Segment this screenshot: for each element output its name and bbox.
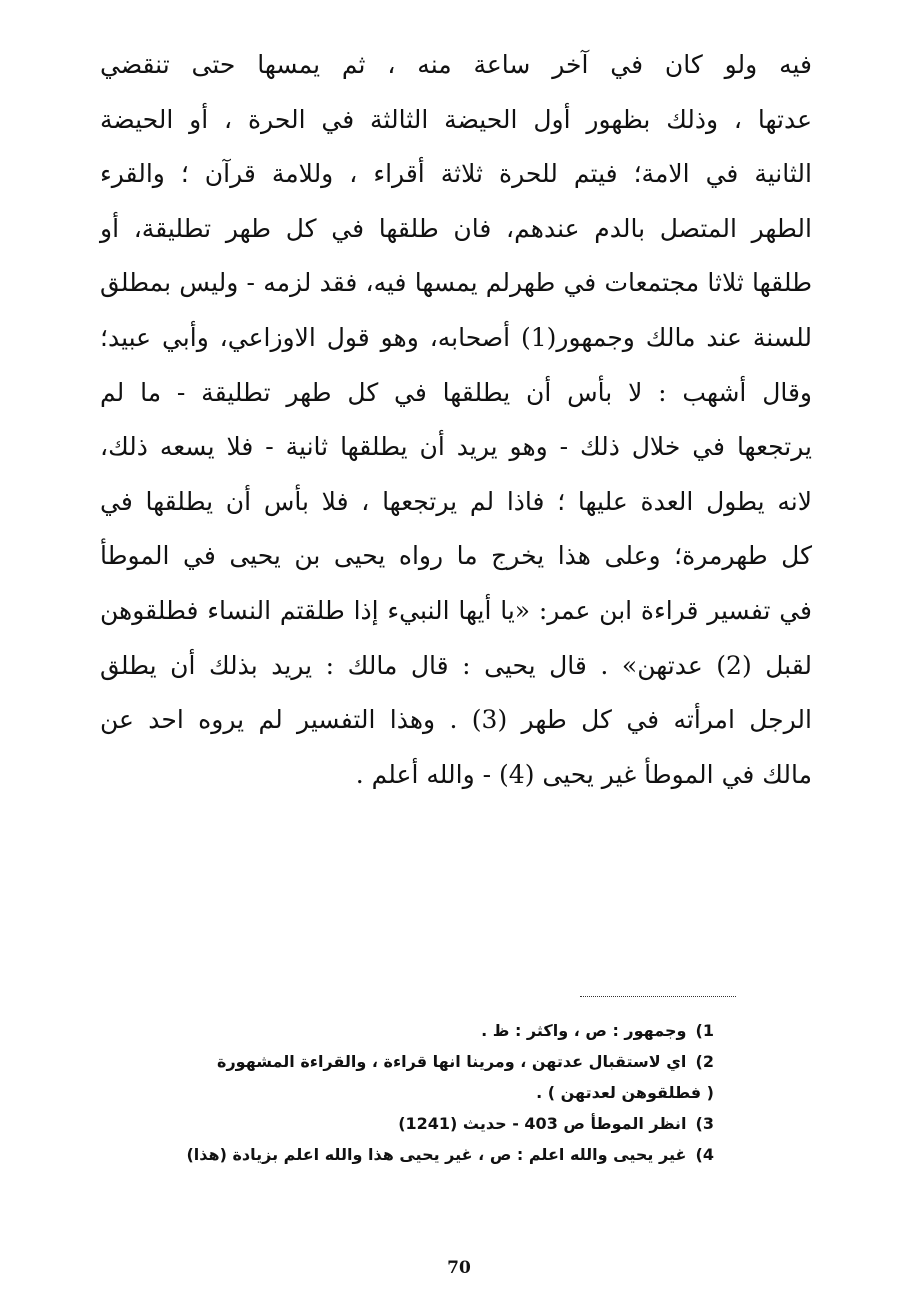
footnote-number: 1) — [695, 1021, 714, 1040]
text-line: في تفسير قراءة ابن عمر: «يا أيها النبيء إذا طلقتم النساء فطلقوهن — [100, 595, 812, 625]
main-text-body — [100, 38, 812, 802]
footnote-text: انظر الموطأ ص 403 - حديث (1241) — [398, 1114, 687, 1133]
text-line: عدتها ، وذلك بظهور أول الحيضة الثالثة في الحرة ، أو الحيضة — [100, 104, 812, 134]
footnote-text: غير يحيى والله اعلم : ص ، غير يحيى هذا والله اعلم بزيادة (هذا) — [186, 1145, 687, 1164]
text-line: الطهر المتصل بالدم عندهم، فان طلقها في كل طهر تطليقة، أو — [100, 213, 812, 243]
page-number: 70 — [447, 1258, 471, 1278]
footnote-number: 3) — [695, 1114, 714, 1133]
footnote-number: 4) — [695, 1145, 714, 1164]
footnote — [100, 1015, 714, 1046]
footnote-text: وجمهور : ص ، واكثر : ظ . — [481, 1021, 687, 1040]
text-line: وقال أشهب : لا بأس أن يطلقها في كل طهر تطليقة - ما لم — [100, 377, 812, 407]
footnote — [100, 1108, 714, 1139]
footnote-continuation — [100, 1077, 714, 1108]
text-line: لانه يطول العدة عليها ؛ فاذا لم يرتجعها ، فلا بأس أن يطلقها في — [100, 486, 812, 516]
text-line: لقبل (2) عدتهن» . قال يحيى : قال مالك : يريد بذلك أن يطلق — [100, 650, 812, 680]
text-line: يرتجعها في خلال ذلك - وهو يريد أن يطلقها ثانية - فلا يسعه ذلك، — [100, 432, 812, 462]
text-line: الرجل امرأته في كل طهر (3) . وهذا التفسير لم يروه احد عن — [100, 705, 812, 735]
text-line: الثانية في الامة؛ فيتم للحرة ثلاثة أقراء ، وللامة قرآن ؛ والقرء — [100, 159, 812, 189]
footnote-text: ( فطلقوهن لعدتهن ) . — [536, 1083, 714, 1102]
footnotes — [100, 1015, 714, 1170]
text-line: فيه ولو كان في آخر ساعة منه ، ثم يمسها حتى تنقضي — [100, 50, 812, 79]
footnote-number: 2) — [695, 1052, 714, 1071]
text-line: طلقها ثلاثا مجتمعات في طهرلم يمسها فيه، فقد لزمه - وليس بمطلق — [100, 268, 812, 298]
footnote — [100, 1046, 714, 1077]
text-line: للسنة عند مالك وجمهور(1) أصحابه، وهو قول الاوزاعي، وأبي عبيد؛ — [100, 322, 812, 352]
text-line: مالك في الموطأ غير يحيى (4) - والله أعلم . — [355, 759, 812, 789]
footnote-text: اي لاستقبال عدتهن ، ومرينا انها قراءة ، والقراءة المشهورة — [217, 1052, 687, 1071]
footnote-separator — [580, 996, 736, 997]
footnote — [100, 1139, 714, 1170]
text-line: كل طهرمرة؛ وعلى هذا يخرج ما رواه يحيى بن يحيى في الموطأ — [100, 541, 812, 571]
